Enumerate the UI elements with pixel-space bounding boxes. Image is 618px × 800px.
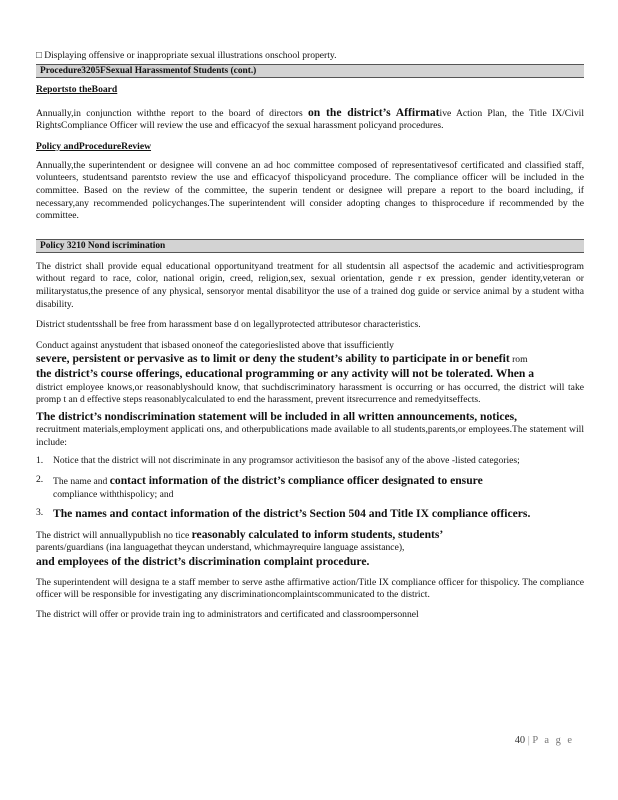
list-item: 3. The names and contact information of the district’s Section 504 and Title IX compliance officers.: [36, 507, 531, 521]
section-bar-policy-3210: Policy 3210 Nond iscrimination: [36, 239, 584, 253]
nondiscrimination-paragraph-5: The district will annuallypublish no tice reasonably calculated to inform students, students’ parents/guardians (ina languagethat theycan understand, whichmayrequire language assistance), and employees of the district’s discrimination complaint procedure.: [36, 527, 444, 569]
statement-list: [36, 455, 584, 521]
nondiscrimination-paragraph-1: The district shall provide equal educational opportunityand treatment for all studentsin all aspectsof the academic and activitiesprogram without regard to race, color, national origin, creed, religion,sex, sexual orientation, gende r ex pression, gender identity,veteran or militarystatus,the presence of any physical, sensoryor mental disabilityor the use of a trained dog guide or service animal by a student witha disability.: [36, 260, 584, 310]
policy-review-paragraph: Annually,the superintendent or designee will convene an ad hoc committee composed of representativesof certificated and classified staff, volunteers, studentsand parentsto review the use and efficacyof thispolicyand procedure. The compliance officer will be included in the committee. Based on the review of the committee, the superin tendent or designee will prepare a report to the board including, if necessary,any recommended policychanges.The superintendent will consider adopting changes to thisprocedure if recommended by the committee.: [36, 159, 584, 222]
heading-reports-to-board: Reportsto theBoard: [36, 83, 118, 95]
nondiscrimination-paragraph-6: The superintendent will designa te a staff member to serve asthe affirmative action/Title IX compliance officer for thispolicy. The compliance officer will be responsible for investigating any discriminationcomplaintscommunicated to the district.: [36, 576, 584, 601]
document-page: [36, 50, 584, 621]
footer-separator: |: [527, 735, 530, 746]
bullet-line: □ Displaying offensive or inappropriate sexual illustrations onschool property.: [36, 50, 337, 61]
nondiscrimination-paragraph-7: The district will offer or provide train ing to administrators and certificated and classroompersonnel: [36, 608, 419, 620]
page-label: P a g e: [532, 735, 574, 746]
reports-paragraph: Annually,in conjunction withthe report to the board of directors on the district’s Affirmative Action Plan, the Title IX/Civil RightsCompliance Officer will review the use and efficacyof the sexual harassment policyand procedures.: [36, 105, 584, 132]
page-number: 40: [514, 735, 526, 746]
nondiscrimination-paragraph-4: The district’s nondiscrimination statement will be included in all written announcements, notices, recruitment materials,employment applicati ons, and otherpublications made available to all students,parents,or employees.The statement will include:: [36, 409, 584, 448]
section-bar-procedure: Procedure3205FSexual Harassmentof Students (cont.): [36, 64, 584, 78]
page-footer: [515, 735, 574, 746]
list-item: 2. The name and contact information of the district’s compliance officer designated to ensure compliance withthispolicy; and: [36, 474, 483, 500]
nondiscrimination-paragraph-3: Conduct against anystudent that isbased ononeof the categorieslisted above that issufficiently severe, persistent or pervasive as to limit or deny the student’s ability to participate in or benefit rom the district’s course offerings, educational programming or any activity will not be tolerated. When a district employee knows,or reasonablyshould know, that suchdiscriminatory harassment is occurring or has occurred, the district will take promp t an d effective steps reasonablycalculated to end the harassment, prevent itsrecurrence and remedyitseffects.: [36, 339, 584, 406]
nondiscrimination-paragraph-2: District studentsshall be free from harassment base d on legallyprotected attributesor characteristics.: [36, 319, 421, 331]
heading-policy-procedure-review: Policy andProcedureReview: [36, 140, 152, 152]
list-item: 1. Notice that the district will not discriminate in any programsor activitieson the basisof any of the above -listed categories;: [36, 455, 520, 467]
